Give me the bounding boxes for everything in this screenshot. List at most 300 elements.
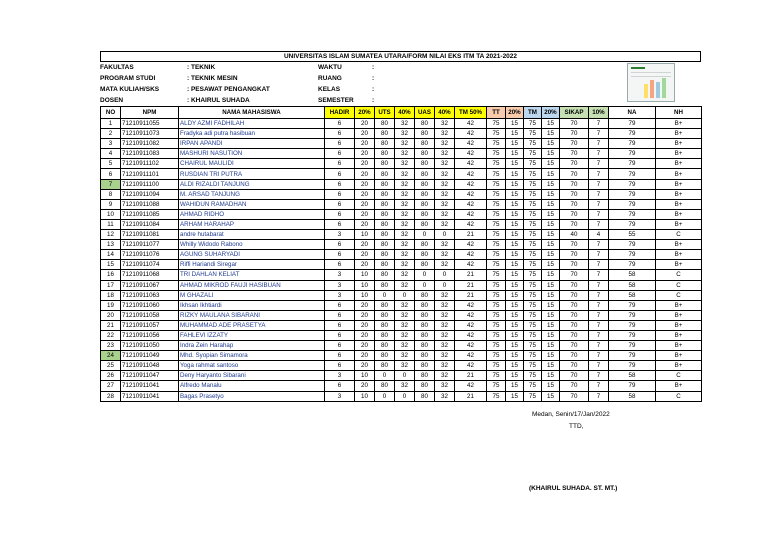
cell-nh: B+	[656, 381, 702, 391]
cell-hadir-pct: 10	[355, 280, 375, 290]
cell-uts: 80	[375, 129, 395, 139]
cell-no: 3	[101, 139, 121, 149]
col-header-uas-pct: 40%	[435, 107, 455, 119]
table-row	[101, 230, 702, 240]
info-row-program	[100, 73, 430, 84]
cell-nh: C	[656, 371, 702, 381]
cell-tm50: 42	[455, 341, 487, 351]
cell-na: 79	[609, 250, 656, 260]
cell-nh: B+	[656, 119, 702, 129]
cell-uts: 80	[375, 189, 395, 199]
cell-tm-pct: 15	[542, 260, 560, 270]
cell-nh: B+	[656, 209, 702, 219]
cell-uts: 80	[375, 209, 395, 219]
cell-uas-pct: 32	[435, 371, 455, 381]
cell-uts-pct: 32	[395, 209, 415, 219]
cell-no: 21	[101, 320, 121, 330]
cell-tt: 75	[487, 270, 506, 280]
cell-tm-pct: 15	[542, 179, 560, 189]
cell-hadir: 6	[325, 300, 355, 310]
table-row	[101, 351, 702, 361]
cell-uas: 80	[415, 119, 435, 129]
cell-sikap-pct: 7	[589, 209, 609, 219]
cell-npm: 71210911085	[121, 209, 179, 219]
thumbnail-column	[662, 78, 666, 98]
cell-tm: 75	[524, 129, 542, 139]
cell-hadir: 3	[325, 290, 355, 300]
cell-npm: 71210911100	[121, 179, 179, 189]
cell-sikap: 70	[560, 260, 589, 270]
table-row	[101, 260, 702, 270]
cell-tt-pct: 15	[506, 139, 524, 149]
cell-uts: 80	[375, 300, 395, 310]
cell-no: 9	[101, 199, 121, 209]
cell-npm: 71210911081	[121, 230, 179, 240]
cell-tt: 75	[487, 381, 506, 391]
cell-hadir-pct: 20	[355, 341, 375, 351]
table-row	[101, 330, 702, 340]
cell-hadir: 3	[325, 270, 355, 280]
cell-uas-pct: 32	[435, 209, 455, 219]
cell-uas: 80	[415, 250, 435, 260]
cell-uas-pct: 32	[435, 149, 455, 159]
cell-uts-pct: 32	[395, 250, 415, 260]
cell-tt: 75	[487, 119, 506, 129]
cell-tm-pct: 15	[542, 280, 560, 290]
cell-uts: 80	[375, 361, 395, 371]
cell-tt-pct: 15	[506, 391, 524, 401]
cell-hadir: 6	[325, 240, 355, 250]
cell-uts: 0	[375, 371, 395, 381]
cell-hadir: 6	[325, 250, 355, 260]
cell-uts-pct: 32	[395, 169, 415, 179]
cell-tm-pct: 15	[542, 371, 560, 381]
cell-no: 25	[101, 361, 121, 371]
cell-uts: 80	[375, 250, 395, 260]
cell-hadir: 6	[325, 361, 355, 371]
thumbnail-bar	[631, 67, 645, 69]
signature-date: Medan, Senin/17/Jan/2022	[532, 411, 610, 418]
cell-nh: B+	[656, 129, 702, 139]
cell-tt: 75	[487, 330, 506, 340]
cell-tt: 75	[487, 310, 506, 320]
cell-tm-pct: 15	[542, 381, 560, 391]
cell-tt: 75	[487, 209, 506, 219]
cell-hadir-pct: 20	[355, 260, 375, 270]
cell-name: AGUNG SUHARYADI	[179, 250, 325, 260]
cell-uas-pct: 32	[435, 330, 455, 340]
cell-tt-pct: 15	[506, 290, 524, 300]
cell-uas-pct: 32	[435, 300, 455, 310]
cell-hadir: 3	[325, 280, 355, 290]
cell-uts-pct: 32	[395, 300, 415, 310]
cell-uts-pct: 32	[395, 361, 415, 371]
cell-tt: 75	[487, 139, 506, 149]
cell-name: Fradyka adi putra hasibuan	[179, 129, 325, 139]
cell-sikap: 70	[560, 139, 589, 149]
cell-na: 58	[609, 270, 656, 280]
cell-tm-pct: 15	[542, 270, 560, 280]
cell-sikap-pct: 7	[589, 169, 609, 179]
cell-sikap: 70	[560, 209, 589, 219]
cell-tm: 75	[524, 361, 542, 371]
cell-tt-pct: 15	[506, 280, 524, 290]
cell-hadir: 6	[325, 149, 355, 159]
cell-tm50: 42	[455, 129, 487, 139]
cell-uas-pct: 32	[435, 341, 455, 351]
col-header-uts-pct: 40%	[395, 107, 415, 119]
cell-uts: 80	[375, 280, 395, 290]
cell-sikap: 70	[560, 129, 589, 139]
cell-tm-pct: 15	[542, 169, 560, 179]
table-row	[101, 199, 702, 209]
cell-uts-pct: 32	[395, 341, 415, 351]
cell-hadir-pct: 20	[355, 310, 375, 320]
cell-uas: 80	[415, 330, 435, 340]
cell-tm50: 21	[455, 290, 487, 300]
cell-hadir: 6	[325, 381, 355, 391]
grade-form	[100, 51, 701, 402]
cell-name: Ikhsan Ikhtiardi	[179, 300, 325, 310]
cell-uts: 80	[375, 320, 395, 330]
cell-uas: 80	[415, 139, 435, 149]
info-label: SEMESTER	[318, 97, 354, 104]
cell-tt: 75	[487, 189, 506, 199]
cell-uts-pct: 32	[395, 330, 415, 340]
info-value: :	[372, 75, 375, 82]
cell-tm50: 42	[455, 149, 487, 159]
cell-no: 22	[101, 330, 121, 340]
cell-tt: 75	[487, 280, 506, 290]
form-title: UNIVERSITAS ISLAM SUMATEA UTARA/FORM NILAI EKS ITM TA 2021-2022	[100, 51, 701, 62]
cell-uts-pct: 32	[395, 230, 415, 240]
table-row	[101, 219, 702, 229]
cell-tm: 75	[524, 240, 542, 250]
cell-sikap-pct: 7	[589, 189, 609, 199]
col-header-name: NAMA MAHASISWA	[179, 107, 325, 119]
cell-hadir-pct: 20	[355, 250, 375, 260]
col-header-tt-pct: 20%	[506, 107, 524, 119]
cell-uas: 80	[415, 240, 435, 250]
cell-npm: 71210911084	[121, 219, 179, 229]
cell-tm: 75	[524, 330, 542, 340]
cell-uas: 80	[415, 310, 435, 320]
cell-uts-pct: 32	[395, 179, 415, 189]
cell-sikap: 70	[560, 361, 589, 371]
cell-hadir: 6	[325, 129, 355, 139]
cell-uas-pct: 32	[435, 361, 455, 371]
col-header-tm: TM	[524, 107, 542, 119]
cell-uts-pct: 0	[395, 371, 415, 381]
cell-npm: 71210911050	[121, 341, 179, 351]
cell-tt-pct: 15	[506, 159, 524, 169]
table-row	[101, 381, 702, 391]
cell-tt-pct: 15	[506, 169, 524, 179]
cell-tt: 75	[487, 300, 506, 310]
cell-npm: 71210911041	[121, 381, 179, 391]
info-row-course	[100, 84, 430, 95]
cell-uas-pct: 32	[435, 179, 455, 189]
cell-uas-pct: 32	[435, 381, 455, 391]
cell-tt: 75	[487, 149, 506, 159]
table-row	[101, 209, 702, 219]
cell-tm: 75	[524, 290, 542, 300]
cell-uas-pct: 32	[435, 391, 455, 401]
cell-no: 19	[101, 300, 121, 310]
cell-tt-pct: 15	[506, 361, 524, 371]
cell-no: 1	[101, 119, 121, 129]
cell-name: ARHAM HARAHAP	[179, 219, 325, 229]
cell-sikap: 70	[560, 119, 589, 129]
cell-no: 5	[101, 159, 121, 169]
cell-sikap-pct: 7	[589, 129, 609, 139]
cell-sikap-pct: 7	[589, 240, 609, 250]
cell-na: 79	[609, 129, 656, 139]
cell-tt-pct: 15	[506, 199, 524, 209]
cell-na: 79	[609, 341, 656, 351]
cell-hadir-pct: 20	[355, 169, 375, 179]
cell-tt: 75	[487, 250, 506, 260]
cell-uts-pct: 32	[395, 240, 415, 250]
cell-sikap: 70	[560, 169, 589, 179]
cell-no: 18	[101, 290, 121, 300]
cell-na: 79	[609, 169, 656, 179]
cell-tm: 75	[524, 169, 542, 179]
col-header-sikap: SIKAP	[560, 107, 589, 119]
cell-tt-pct: 15	[506, 341, 524, 351]
cell-sikap: 70	[560, 189, 589, 199]
cell-tt-pct: 15	[506, 119, 524, 129]
cell-npm: 71210911088	[121, 199, 179, 209]
cell-name: ALDI RIZALDI TANJUNG	[179, 179, 325, 189]
cell-na: 79	[609, 381, 656, 391]
info-row-lecturer	[100, 95, 430, 106]
cell-npm: 71210911041	[121, 391, 179, 401]
cell-npm: 71210911067	[121, 280, 179, 290]
cell-hadir: 6	[325, 179, 355, 189]
cell-hadir-pct: 20	[355, 209, 375, 219]
cell-uas-pct: 32	[435, 159, 455, 169]
cell-tm-pct: 15	[542, 230, 560, 240]
cell-name: CHAIRUL MAULIDI	[179, 159, 325, 169]
cell-name: RUSDIAN TRI PUTRA	[179, 169, 325, 179]
cell-tm50: 42	[455, 219, 487, 229]
cell-tt-pct: 15	[506, 149, 524, 159]
cell-uts-pct: 32	[395, 280, 415, 290]
table-row	[101, 280, 702, 290]
cell-tt: 75	[487, 230, 506, 240]
cell-na: 79	[609, 119, 656, 129]
cell-tm: 75	[524, 250, 542, 260]
cell-hadir-pct: 20	[355, 320, 375, 330]
cell-na: 79	[609, 179, 656, 189]
cell-tm: 75	[524, 189, 542, 199]
col-header-tm-pct: 20%	[542, 107, 560, 119]
cell-name: ALDY AZMI FADHILAH	[179, 119, 325, 129]
cell-tm50: 21	[455, 391, 487, 401]
cell-npm: 71210911058	[121, 310, 179, 320]
cell-tm: 75	[524, 300, 542, 310]
cell-tm: 75	[524, 391, 542, 401]
cell-nh: B+	[656, 310, 702, 320]
cell-name: TRI DAHLAN KELIAT	[179, 270, 325, 280]
cell-sikap-pct: 7	[589, 351, 609, 361]
grades-body	[101, 119, 702, 402]
cell-hadir-pct: 20	[355, 159, 375, 169]
cell-uas-pct: 32	[435, 250, 455, 260]
info-value: : TEKNIK	[187, 64, 216, 71]
cell-sikap-pct: 7	[589, 290, 609, 300]
cell-tm50: 42	[455, 179, 487, 189]
cell-tm-pct: 15	[542, 391, 560, 401]
cell-tt: 75	[487, 290, 506, 300]
cell-uts: 80	[375, 230, 395, 240]
cell-hadir-pct: 20	[355, 361, 375, 371]
cell-sikap-pct: 4	[589, 230, 609, 240]
info-value: : PESAWAT PENGANGKAT	[187, 86, 270, 93]
cell-npm: 71210911073	[121, 129, 179, 139]
cell-tt-pct: 15	[506, 330, 524, 340]
cell-hadir-pct: 10	[355, 371, 375, 381]
cell-uas: 80	[415, 189, 435, 199]
cell-na: 79	[609, 149, 656, 159]
cell-tt: 75	[487, 341, 506, 351]
cell-tt: 75	[487, 240, 506, 250]
cell-nh: B+	[656, 199, 702, 209]
cell-no: 12	[101, 230, 121, 240]
cell-sikap: 70	[560, 240, 589, 250]
cell-sikap-pct: 7	[589, 149, 609, 159]
cell-sikap: 70	[560, 310, 589, 320]
cell-nh: B+	[656, 159, 702, 169]
cell-hadir: 6	[325, 310, 355, 320]
cell-uts-pct: 32	[395, 351, 415, 361]
cell-na: 79	[609, 159, 656, 169]
table-row	[101, 139, 702, 149]
cell-nh: C	[656, 230, 702, 240]
cell-tm-pct: 15	[542, 119, 560, 129]
cell-tm50: 21	[455, 280, 487, 290]
cell-uts-pct: 0	[395, 391, 415, 401]
thumbnail-column	[656, 82, 660, 98]
cell-tt-pct: 15	[506, 129, 524, 139]
cell-uts: 80	[375, 260, 395, 270]
cell-tm: 75	[524, 159, 542, 169]
cell-tm50: 42	[455, 361, 487, 371]
cell-name: AHMAD RIDHO	[179, 209, 325, 219]
cell-sikap-pct: 7	[589, 139, 609, 149]
cell-uas: 80	[415, 371, 435, 381]
thumbnail-column	[644, 84, 648, 98]
cell-nh: B+	[656, 240, 702, 250]
table-row	[101, 391, 702, 401]
col-header-sikap-pct: 10%	[589, 107, 609, 119]
cell-sikap-pct: 7	[589, 179, 609, 189]
cell-uas-pct: 32	[435, 189, 455, 199]
info-label: RUANG	[318, 75, 342, 82]
cell-hadir-pct: 20	[355, 179, 375, 189]
cell-name: FAHLEVI IZZATY	[179, 330, 325, 340]
cell-tt: 75	[487, 219, 506, 229]
info-row-faculty	[100, 62, 430, 73]
cell-tt-pct: 15	[506, 270, 524, 280]
cell-uas: 80	[415, 219, 435, 229]
cell-hadir-pct: 10	[355, 230, 375, 240]
cell-tt-pct: 15	[506, 310, 524, 320]
table-row	[101, 310, 702, 320]
cell-name: M. ARSAD TANJUNG	[179, 189, 325, 199]
table-row	[101, 119, 702, 129]
cell-tt: 75	[487, 129, 506, 139]
cell-uts: 80	[375, 169, 395, 179]
cell-hadir-pct: 20	[355, 149, 375, 159]
cell-tt-pct: 15	[506, 179, 524, 189]
cell-hadir: 6	[325, 169, 355, 179]
cell-nh: B+	[656, 169, 702, 179]
table-row	[101, 179, 702, 189]
cell-hadir: 6	[325, 159, 355, 169]
cell-sikap: 70	[560, 300, 589, 310]
cell-tm-pct: 15	[542, 209, 560, 219]
cell-tm-pct: 15	[542, 159, 560, 169]
cell-tm-pct: 15	[542, 240, 560, 250]
cell-tt-pct: 15	[506, 189, 524, 199]
grades-table	[100, 106, 702, 402]
cell-tm50: 42	[455, 209, 487, 219]
cell-tm50: 42	[455, 189, 487, 199]
cell-tm-pct: 15	[542, 290, 560, 300]
cell-no: 8	[101, 189, 121, 199]
cell-sikap-pct: 7	[589, 119, 609, 129]
cell-uas: 80	[415, 361, 435, 371]
cell-uts: 80	[375, 199, 395, 209]
cell-tm50: 42	[455, 159, 487, 169]
cell-sikap-pct: 7	[589, 250, 609, 260]
table-row	[101, 250, 702, 260]
cell-tt-pct: 15	[506, 371, 524, 381]
cell-tm50: 42	[455, 169, 487, 179]
cell-uas-pct: 0	[435, 270, 455, 280]
cell-tm-pct: 15	[542, 149, 560, 159]
cell-uts-pct: 32	[395, 189, 415, 199]
cell-tm: 75	[524, 119, 542, 129]
cell-hadir: 6	[325, 139, 355, 149]
cell-hadir: 6	[325, 341, 355, 351]
cell-sikap-pct: 7	[589, 260, 609, 270]
cell-tt: 75	[487, 159, 506, 169]
cell-hadir-pct: 10	[355, 270, 375, 280]
cell-tm: 75	[524, 219, 542, 229]
cell-uts-pct: 32	[395, 199, 415, 209]
cell-tm50: 42	[455, 381, 487, 391]
cell-no: 15	[101, 260, 121, 270]
sheet-thumbnail	[627, 63, 675, 102]
cell-nh: B+	[656, 341, 702, 351]
cell-npm: 71210911048	[121, 361, 179, 371]
cell-uas: 80	[415, 391, 435, 401]
cell-uas-pct: 0	[435, 280, 455, 290]
cell-uts-pct: 32	[395, 139, 415, 149]
cell-npm: 71210911063	[121, 290, 179, 300]
cell-tt-pct: 15	[506, 250, 524, 260]
col-header-na: NA	[609, 107, 656, 119]
cell-tm50: 42	[455, 250, 487, 260]
cell-tt-pct: 15	[506, 219, 524, 229]
cell-sikap-pct: 7	[589, 330, 609, 340]
table-row	[101, 149, 702, 159]
cell-uts-pct: 32	[395, 260, 415, 270]
info-value: :	[372, 64, 375, 71]
